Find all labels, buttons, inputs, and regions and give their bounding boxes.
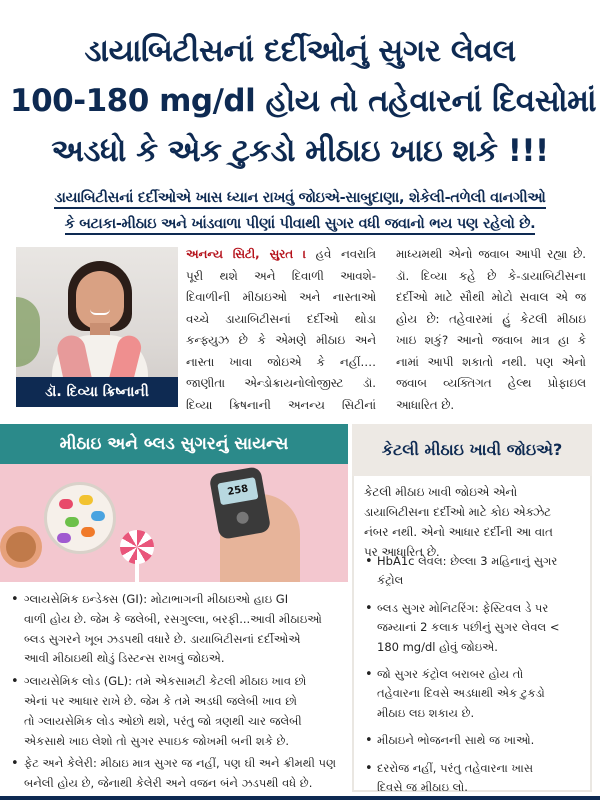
list-item-line: • ગ્લાયસેમિક ઇન્ડેક્સ (GI): મોટાભાગની મીઠાઇઓ હાઇ GI <box>24 592 289 606</box>
body-line: જવાબ વ્યક્તિગત હેલ્થ પ્રોફાઇલ <box>396 376 586 390</box>
list-item-line: તહેવારના દિવસે અડધાથી એક ટુકડો <box>377 686 545 701</box>
subheadline-line: કે બટાકા-મીઠાઇ અને ખાંડવાળા પીણાં પીવાથી સુગર વધી જવાનો ભય પણ રહેલો છે. <box>65 216 536 235</box>
list-item-line: મીઠાઇ લઇ શકાય છે. <box>377 705 475 720</box>
intro-line: ડાયાબિટીસના દર્દીઓ માટે કોઇ એક્ઝેટ <box>364 505 552 519</box>
photo-caption: ડૉ. દિવ્યા ક્રિષ્નાની <box>16 377 178 407</box>
box-intro <box>364 482 582 562</box>
list-item-line: • બ્લડ સુગર મોનિટરિંગ: ફેસ્ટિવલ ડે પર <box>377 600 549 615</box>
list-item <box>364 759 586 798</box>
list-item <box>10 754 344 794</box>
body-line: દર્દીઓ માટે સૌથી મોટો સવાલ એ જ <box>396 290 586 304</box>
body-line: જાણીતા એન્ડોક્રાયનોલોજીસ્ટ ડૉ. <box>186 376 376 390</box>
section-title-how-much: કેટલી મીઠાઇ ખાવી જોઇએ? <box>352 424 592 476</box>
body-line: હોય છે: તહેવારમાં હું કેટલી મીઠાઇ <box>396 311 586 326</box>
list-item-line: જમ્યાનાં 2 કલાક પછીનું સુગર લેવલ < <box>377 620 560 635</box>
list-item-line: 180 mg/dl હોવું જોઇએ. <box>377 639 498 654</box>
body-line: દિવ્યા ક્રિષનાની અનન્ય સિટીનાં <box>186 397 376 412</box>
advice-bullet-list <box>364 552 586 800</box>
list-item-line: એકસાથે ખાઇ લેશો તો સુગર સ્પાઇક જોખમી બની શકે છે. <box>24 733 290 748</box>
list-item-line: • HbA1c લેવલ: છેલ્લા 3 મહિનાનું સુગર <box>377 554 558 568</box>
list-item-line: દિવસે જ મીઠાઇ લો. <box>377 779 468 794</box>
byline: અનન્ય સિટી, સુરત । <box>186 247 307 261</box>
body-line: દિવાળીની મીઠાઇઓ અને નાસ્તાઓ <box>186 290 376 304</box>
doctor-photo <box>16 247 178 407</box>
intro-line: કેટલી મીઠાઇ ખાવી જોઇએ એનો <box>364 485 518 499</box>
list-item-line: તો ગ્લાયસેમિક લોડ ઓછો થશે, પરંતુ જો ત્રણથી ચાર જલેબી <box>24 713 302 728</box>
list-item-line: આવી મીઠાઇથી થોડું ડિસ્ટન્સ રાખવું જોઇએ. <box>24 651 225 666</box>
body-line: માધ્યમથી એનો જવાબ આપી રહ્યા છે. <box>396 247 586 261</box>
subheadline-line: ડાયાબિટીસનાં દર્દીઓએ ખાસ ધ્યાન રાખવું જોઇએ-સાબુદાણા, શેકેલી-તળેલી વાનગીઓ <box>54 190 545 209</box>
body-column-1 <box>186 244 376 416</box>
list-item <box>364 599 586 657</box>
list-item-line: બનેલી હોય છે, જેનાથી કેલેરી અને વજન બંને ઝડપથી વધે છે. <box>24 776 313 791</box>
bottom-rule <box>0 796 600 800</box>
subheadline <box>16 185 584 237</box>
headline <box>10 26 597 176</box>
list-item-line: • દરરોજ નહીં, પરંતુ તહેવારના ખાસ <box>377 760 534 775</box>
body-line: કન્ફ્યુઝ છે કે એમણે મીઠાઇ અને <box>186 333 376 347</box>
section-title-science: મીઠાઇ અને બ્લડ સુગરનું સાયન્સ <box>0 424 348 464</box>
intro-line: નંબર નથી. એનો આધાર દર્દીની આ વાત <box>364 525 553 539</box>
list-item-line: વાળી હોય છે. જેમ કે જલેબી, રસગુલ્લા, બરફી...આવી મીઠાઇઓ <box>24 611 322 626</box>
body-line: પૂરી થશે અને દિવાળી આવશે- <box>186 268 376 283</box>
body-column-2 <box>396 244 586 416</box>
candy-plate-image <box>44 482 116 554</box>
body-line: ડૉ. દિવ્યા કહે છે કે-ડાયાબિટીસના <box>396 268 586 283</box>
list-item <box>364 731 586 750</box>
list-item-line: કંટ્રોલ <box>377 573 404 588</box>
list-item <box>10 672 344 751</box>
list-item-line: • મીઠાઇને ભોજનની સાથે જ ખાઓ. <box>377 733 535 748</box>
intro-line: પર આધારિત છે. <box>364 545 440 559</box>
list-item <box>10 590 344 669</box>
list-item-line: એનાં પર આધાર રાખે છે. જેમ કે તમે અડધી જલેબી ખાવ છો <box>24 693 297 708</box>
list-item-line: • ફેટ અને કેલેરી: મીઠાઇ માત્ર સુગર જ નહીં, પણ ઘી અને ક્રીમથી પણ <box>24 756 337 771</box>
science-bullet-list <box>10 590 344 797</box>
list-item-line: બ્લડ સુગરને ખૂબ ઝડપથી વધારે છે. ડાયાબિટીસનાં દર્દીઓએ <box>24 631 301 646</box>
glucometer-icon <box>209 466 272 540</box>
body-line: આધારિત છે. <box>396 397 455 412</box>
list-item <box>364 552 586 591</box>
list-item <box>364 665 586 723</box>
lollipop-image <box>120 530 154 564</box>
body-line: વચ્ચે ડાયાબિટીસનાં દર્દીઓ થોડા <box>186 311 376 326</box>
donut-image <box>0 526 42 568</box>
glucometer-reading: 258 <box>217 477 258 505</box>
headline-line: અડધો કે એક ટુકડો મીઠાઇ ખાઇ શકે !!! <box>51 133 549 169</box>
headline-line: 100-180 mg/dl હોય તો તહેવારનાં દિવસોમાં <box>10 83 597 119</box>
headline-line: ડાયાબિટીસનાં દર્દીઓનું સુગર લેવલ <box>84 33 516 69</box>
list-item-line: • જો સુગર કંટ્રોલ બરાબર હોય તો <box>377 666 524 681</box>
body-text: હવે નવરાત્રિ <box>306 247 376 261</box>
body-line: નામાં આપી શકાતો નથી. પણ એનો <box>396 354 586 369</box>
sweets-and-glucometer-illustration <box>0 464 348 582</box>
how-much-sweet-box <box>352 424 592 792</box>
body-line: ખાઇ શકું? આનો જવાબ માત્ર હા કે <box>396 333 586 347</box>
list-item-line: • ગ્લાયસેમિક લોડ (GL): તમે એકસામટી કેટલી મીઠાઇ ખાવ છો <box>24 674 307 689</box>
body-line: નાસ્તા ખાવા જોઇએ કે નહીં.… <box>186 354 376 369</box>
